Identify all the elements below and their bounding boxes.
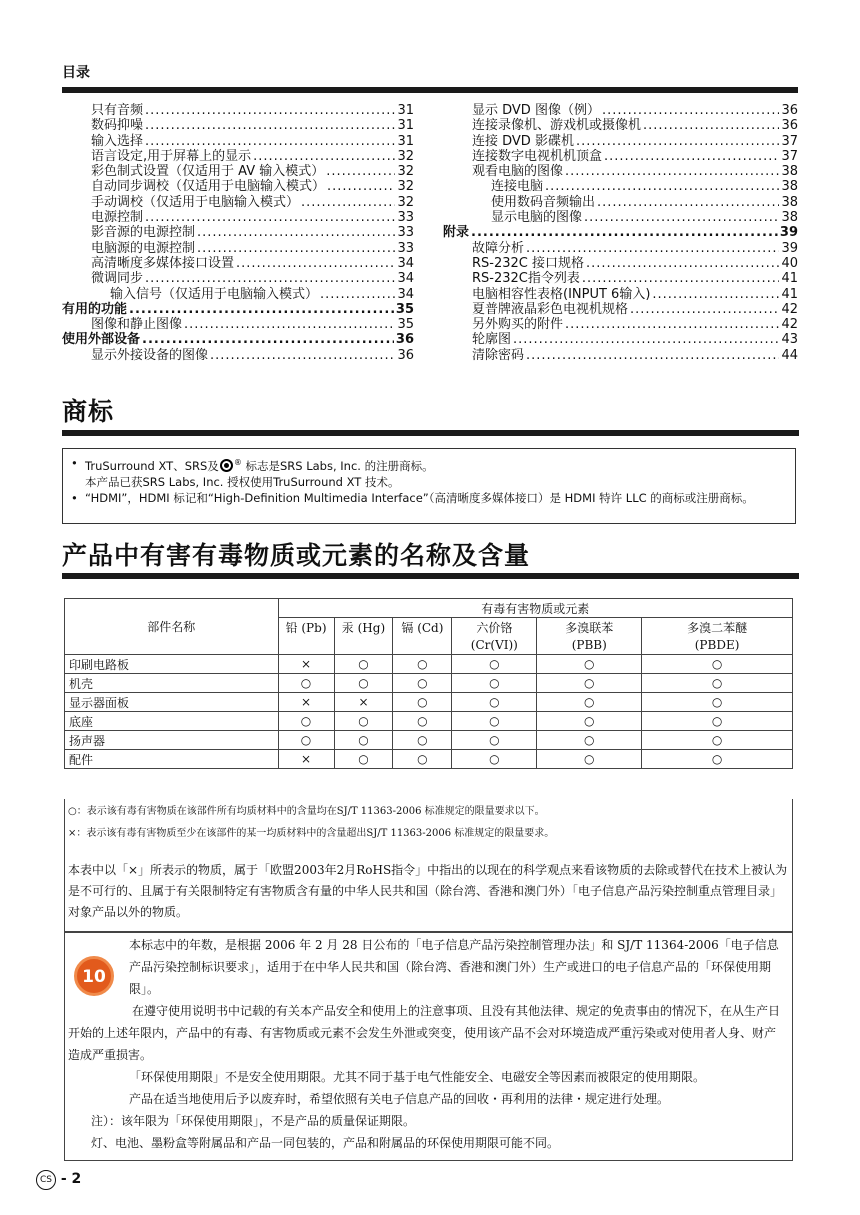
toc-entry-title: 夏普牌液晶彩色电视机规格: [472, 301, 629, 317]
srs-text: TruSurround XT、SRS及: [85, 458, 219, 473]
toc-entry-page: 40: [781, 255, 798, 271]
note-circle: ○：表示该有毒有害物质在该部件所有均质材料中的含量均在SJ/T 11363-2006 标准规定的限量要求以下。: [68, 806, 545, 817]
label-p6: 灯、电池、墨粉盒等附属品和产品一同包装的，产品和附属品的环保使用期限可能不同。: [91, 1136, 560, 1150]
substance-header-formula: [334, 636, 393, 655]
toc-leader-dots: [145, 103, 395, 118]
substance-header-formula: [393, 636, 452, 655]
toc-entry-page: 32: [397, 148, 414, 164]
toc-leader-dots: [513, 332, 779, 347]
toc-entry-page: 32: [397, 194, 414, 210]
toc-entry[interactable]: [62, 134, 414, 149]
toc-entry[interactable]: [62, 256, 414, 271]
toc-entry-page: 42: [781, 301, 798, 317]
toc-leader-dots: [253, 149, 395, 164]
substance-value: ×: [278, 750, 334, 769]
toc-entry-page: 35: [395, 301, 414, 317]
toc-leader-dots: [602, 103, 780, 118]
toc-entry-page: 31: [397, 118, 414, 134]
substance-value: ○: [334, 712, 393, 731]
substance-value: ○: [642, 731, 793, 750]
toc-entry-title: 观看电脑的图像: [472, 164, 564, 180]
part-name-header: 部件名称: [65, 599, 279, 655]
toc-entry-title: 轮廓图: [472, 332, 512, 348]
toc-entry-title: 电脑相容性表格(INPUT 6输入): [472, 286, 651, 302]
substance-header-formula: (PBDE): [642, 636, 793, 655]
toc-entry-title: 语言设定,用于屏幕上的显示: [91, 148, 252, 164]
toc-leader-dots: [471, 225, 778, 240]
toc-entry[interactable]: [62, 348, 414, 363]
substance-group-header: 有毒有害物质或元素: [278, 599, 792, 618]
toc-entry-title: 连接录像机、游戏机或摄像机: [472, 118, 642, 134]
toc-entry-title: RS-232C 接口规格: [472, 255, 584, 271]
toc-entry[interactable]: [62, 225, 414, 240]
toc-entry[interactable]: [443, 317, 798, 332]
toc-entry[interactable]: [62, 149, 414, 164]
toc-entry[interactable]: [62, 164, 414, 179]
toc-entry-page: 31: [397, 103, 414, 118]
toc-entry-title: 数码抑噪: [91, 118, 144, 134]
toc-entry-page: 32: [397, 179, 414, 195]
trademark-heading: 商标: [62, 397, 115, 426]
hazard-notes: [64, 799, 793, 933]
label-p5: 注）：该年限为「环保使用期限」，不是产品的质量保证期限。: [91, 1114, 416, 1128]
toc-leader-dots: [129, 302, 394, 317]
toc-entry[interactable]: [443, 287, 798, 302]
table-row: [65, 750, 793, 769]
toc-leader-dots: [582, 271, 780, 286]
toc-right-column: [443, 103, 798, 363]
toc-leader-dots: [145, 210, 395, 225]
page-number: - 2: [60, 1171, 82, 1187]
label-p1: 本标志中的年数，是根据 2006 年 2 月 28 日公布的「电子信息产品污染控制管理办法」和 SJ/T 11364-2006「电子信息产品污染控制标识要求」，适用于在中华人民共和国（除台湾、香港和澳门外）生产或进口的电子信息产品的「环保使用期限」。: [129, 938, 779, 996]
part-name: 配件: [65, 750, 279, 769]
toc-entry-page: 34: [397, 255, 414, 271]
srs-license-text: 本产品已获SRS Labs, Inc. 授权使用TruSurround XT 技术。: [85, 474, 400, 489]
substance-value: ○: [642, 693, 793, 712]
part-name: 显示器面板: [65, 693, 279, 712]
toc-leader-dots: [142, 332, 394, 347]
table-row: [65, 674, 793, 693]
substance-value: ○: [537, 674, 642, 693]
toc-entry[interactable]: [62, 195, 414, 210]
toc-entry-page: 33: [397, 240, 414, 256]
toc-entry[interactable]: [62, 332, 414, 347]
part-name: 扬声器: [65, 731, 279, 750]
toc-entry[interactable]: [443, 195, 798, 210]
substance-value: ○: [452, 750, 537, 769]
toc-entry[interactable]: [443, 149, 798, 164]
hazard-table: [64, 598, 793, 769]
table-row: [65, 655, 793, 674]
substance-header-formula: (PBB): [537, 636, 642, 655]
toc-leader-dots: [236, 256, 395, 271]
trademark-srs-item: [71, 455, 787, 474]
toc-entry-page: 34: [397, 286, 414, 302]
toc-leader-dots: [565, 317, 779, 332]
toc-leader-dots: [184, 317, 395, 332]
substance-value: ×: [334, 693, 393, 712]
toc-leader-dots: [197, 241, 395, 256]
toc-leader-dots: [145, 118, 395, 133]
substance-value: ○: [393, 750, 452, 769]
substance-value: ○: [537, 750, 642, 769]
toc-entry-page: 42: [781, 317, 798, 333]
page-footer: [36, 1170, 81, 1190]
substance-value: ×: [278, 655, 334, 674]
toc-entry-title: 高清晰度多媒体接口设置: [91, 255, 235, 271]
toc-entry-title: 有用的功能: [62, 301, 128, 317]
trademark-rule: [62, 430, 799, 436]
substance-value: ○: [334, 731, 393, 750]
toc-entry[interactable]: [62, 241, 414, 256]
toc-leader-dots: [545, 179, 779, 194]
substance-value: ×: [278, 693, 334, 712]
toc-entry[interactable]: [62, 317, 414, 332]
toc-entry-title: 输入选择: [91, 133, 144, 149]
toc-entry[interactable]: [443, 271, 798, 286]
toc-entry-page: 43: [781, 332, 798, 348]
toc-entry-title: 显示 DVD 图像（例）: [472, 103, 600, 118]
toc-entry-title: 清除密码: [472, 347, 525, 363]
toc-entry[interactable]: [443, 225, 798, 240]
toc-entry-title: 彩色制式设置（仅适用于 AV 输入模式）: [91, 164, 325, 180]
toc-entry-page: 38: [781, 210, 798, 226]
toc-entry-page: 41: [781, 271, 798, 287]
toc-entry[interactable]: [62, 302, 414, 317]
toc-entry-title: 微调同步: [91, 271, 144, 287]
toc-entry-page: 33: [397, 225, 414, 241]
substance-header: 铅 (Pb): [278, 618, 334, 637]
toc-entry[interactable]: [443, 348, 798, 363]
substance-value: ○: [278, 731, 334, 750]
table-row: [65, 731, 793, 750]
toc-entry[interactable]: [443, 256, 798, 271]
toc-entry-page: 38: [781, 179, 798, 195]
toc-entry[interactable]: [443, 103, 798, 118]
toc-entry-title: 显示外接设备的图像: [91, 347, 209, 363]
toc-entry-title: 另外购买的附件: [472, 317, 564, 333]
toc-entry-page: 38: [781, 164, 798, 180]
toc-entry-title: 连接 DVD 影碟机: [472, 133, 574, 149]
toc-leader-dots: [584, 210, 779, 225]
toc-entry[interactable]: [62, 210, 414, 225]
trademark-box: [62, 448, 796, 524]
toc-entry-page: 38: [781, 194, 798, 210]
substance-value: ○: [537, 712, 642, 731]
substance-value: ○: [393, 712, 452, 731]
substance-header: 六价铬: [452, 618, 537, 637]
toc-entry[interactable]: [62, 287, 414, 302]
substance-value: ○: [393, 655, 452, 674]
substance-header: 汞 (Hg): [334, 618, 393, 637]
toc-entry-page: 36: [395, 332, 414, 348]
toc-leader-dots: [652, 287, 779, 302]
toc-entry-title: RS-232C指令列表: [472, 271, 580, 287]
substance-value: ○: [278, 712, 334, 731]
label-p3: 「环保使用期限」不是安全使用期限。尤其不同于基于电气性能安全、电磁安全等因素而被限定的使用期限。: [129, 1070, 706, 1084]
toc-entry-page: 39: [781, 240, 798, 256]
toc-entry-title: 影音源的电源控制: [91, 225, 196, 241]
toc-entry-title: 使用数码音频输出: [491, 194, 596, 210]
label-box: [64, 931, 793, 1161]
toc-entry-page: 33: [397, 210, 414, 226]
substance-value: ○: [452, 655, 537, 674]
toc-entry-title: 连接数字电视机机顶盒: [472, 148, 603, 164]
toc-entry-title: 自动同步调校（仅适用于电脑输入模式）: [91, 179, 326, 195]
toc-leader-dots: [210, 348, 395, 363]
substance-value: ○: [452, 674, 537, 693]
toc-entry-title: 电源控制: [91, 210, 144, 226]
substance-header: 多溴二苯醚: [642, 618, 793, 637]
toc-entry-title: 图像和静止图像: [91, 317, 183, 333]
toc-entry[interactable]: [443, 302, 798, 317]
toc-leader-dots: [145, 134, 395, 149]
substance-value: ○: [642, 655, 793, 674]
toc-entry-title: 只有音频: [91, 103, 144, 118]
srs-logo-icon: [220, 459, 233, 472]
substance-header-formula: (Cr(VI)): [452, 636, 537, 655]
substance-value: ○: [537, 731, 642, 750]
toc-entry[interactable]: [443, 118, 798, 133]
toc-entry-page: 37: [781, 133, 798, 149]
table-row: [65, 693, 793, 712]
substance-value: ○: [278, 674, 334, 693]
toc-entry-title: 手动调校（仅适用于电脑输入模式）: [91, 194, 300, 210]
toc-entry[interactable]: [443, 241, 798, 256]
substance-value: ○: [452, 712, 537, 731]
toc-leader-dots: [565, 164, 779, 179]
toc-leader-dots: [326, 164, 395, 179]
substance-value: ○: [452, 731, 537, 750]
toc-leader-dots: [320, 287, 395, 302]
toc-entry-title: 使用外部设备: [62, 332, 141, 348]
toc-entry[interactable]: [443, 179, 798, 194]
note-cross: ×：表示该有毒有害物质至少在该部件的某一均质材料中的含量超出SJ/T 11363-2006 标准规定的限量要求。: [68, 828, 555, 839]
toc-leader-dots: [526, 241, 779, 256]
toc-entry-page: 37: [781, 148, 798, 164]
toc-leader-dots: [604, 149, 779, 164]
toc-leader-dots: [630, 302, 779, 317]
toc-leader-dots: [586, 256, 779, 271]
substance-value: ○: [642, 750, 793, 769]
part-name: 底座: [65, 712, 279, 731]
toc-left-column: [62, 103, 414, 363]
part-name: 机壳: [65, 674, 279, 693]
substance-value: ○: [537, 655, 642, 674]
logo-number: 10: [82, 967, 106, 987]
toc-entry-page: 31: [397, 133, 414, 149]
substance-value: ○: [393, 693, 452, 712]
substance-header: 多溴联苯: [537, 618, 642, 637]
toc-leader-dots: [197, 225, 395, 240]
substance-value: ○: [537, 693, 642, 712]
toc-leader-dots: [597, 195, 779, 210]
toc-entry-title: 故障分析: [472, 240, 525, 256]
toc-entry[interactable]: [62, 179, 414, 194]
toc-entry-page: 44: [781, 347, 798, 363]
toc-entry-title: 附录: [443, 225, 470, 241]
toc-entry[interactable]: [62, 118, 414, 133]
label-p4: 产品在适当地使用后予以废弃时，希望依照有关电子信息产品的回收・再利用的法律・规定进行处理。: [129, 1092, 670, 1106]
toc-entry-page: 36: [781, 118, 798, 134]
toc-entry[interactable]: [62, 103, 414, 118]
hazard-heading: 产品中有害有毒物质或元素的名称及含量: [62, 541, 531, 570]
header-rule: [62, 87, 798, 93]
toc-leader-dots: [526, 348, 779, 363]
page-header-title: 目录: [62, 65, 90, 81]
substance-value: ○: [642, 712, 793, 731]
toc-leader-dots: [643, 118, 779, 133]
srs-text-2: 标志是SRS Labs, Inc. 的注册商标。: [245, 458, 434, 473]
environmental-period-logo: [74, 956, 114, 996]
hazard-rule: [62, 573, 799, 579]
registered-mark: ®: [233, 458, 242, 467]
substance-value: ○: [334, 674, 393, 693]
table-row: [65, 712, 793, 731]
toc-entry-title: 显示电脑的图像: [491, 210, 583, 226]
substance-value: ○: [334, 655, 393, 674]
toc-entry-page: 35: [397, 317, 414, 333]
toc-entry[interactable]: [443, 164, 798, 179]
trademark-hdmi-item: • “HDMI”，HDMI 标记和“High-Definition Multimedia Interface”（高清晰度多媒体接口）是 HDMI 特许 LLC 的商标或注册商标。: [71, 490, 787, 506]
toc-entry[interactable]: [443, 210, 798, 225]
language-badge: CS: [36, 1170, 56, 1190]
toc-entry-title: 连接电脑: [491, 179, 544, 195]
toc-leader-dots: [301, 195, 395, 210]
toc-entry[interactable]: [443, 332, 798, 347]
toc-entry-page: 36: [397, 347, 414, 363]
label-p2: 在遵守使用说明书中记载的有关本产品安全和使用上的注意事项、且没有其他法律、规定的免责事由的情况下，在从生产日开始的上述年限内，产品中的有毒、有害物质或元素不会发生外泄或突变，使用该产品不会对环境造成严重污染或对使用者人身、财产造成严重损害。: [68, 1004, 781, 1062]
substance-value: ○: [393, 674, 452, 693]
toc-entry-title: 输入信号（仅适用于电脑输入模式）: [110, 286, 319, 302]
substance-value: ○: [452, 693, 537, 712]
toc-entry-page: 39: [779, 225, 798, 241]
substance-header-formula: [278, 636, 334, 655]
substance-value: ○: [642, 674, 793, 693]
part-name: 印刷电路板: [65, 655, 279, 674]
toc-entry[interactable]: [443, 134, 798, 149]
substance-header: 镉 (Cd): [393, 618, 452, 637]
substance-value: ○: [334, 750, 393, 769]
toc-entry-page: 41: [781, 286, 798, 302]
toc-leader-dots: [327, 179, 395, 194]
toc-entry-title: 电脑源的电源控制: [91, 240, 196, 256]
toc-leader-dots: [576, 134, 780, 149]
toc-entry[interactable]: [62, 271, 414, 286]
substance-value: ○: [393, 731, 452, 750]
toc-entry-page: 36: [781, 103, 798, 118]
toc-entry-page: 34: [397, 271, 414, 287]
toc-entry-page: 32: [397, 164, 414, 180]
toc-leader-dots: [145, 271, 395, 286]
rohs-paragraph: 本表中以「×」所表示的物质，属于「欧盟2003年2月RoHS指令」中指出的以现在的科学观点来看该物质的去除或替代在技术上被认为是不可行的、且属于有关限制特定有害物质含有量的中华人民共和国（除台湾、香港和澳门外）「电子信息产品污染控制重点管理目录」对象产品以外的物质。: [68, 863, 788, 919]
